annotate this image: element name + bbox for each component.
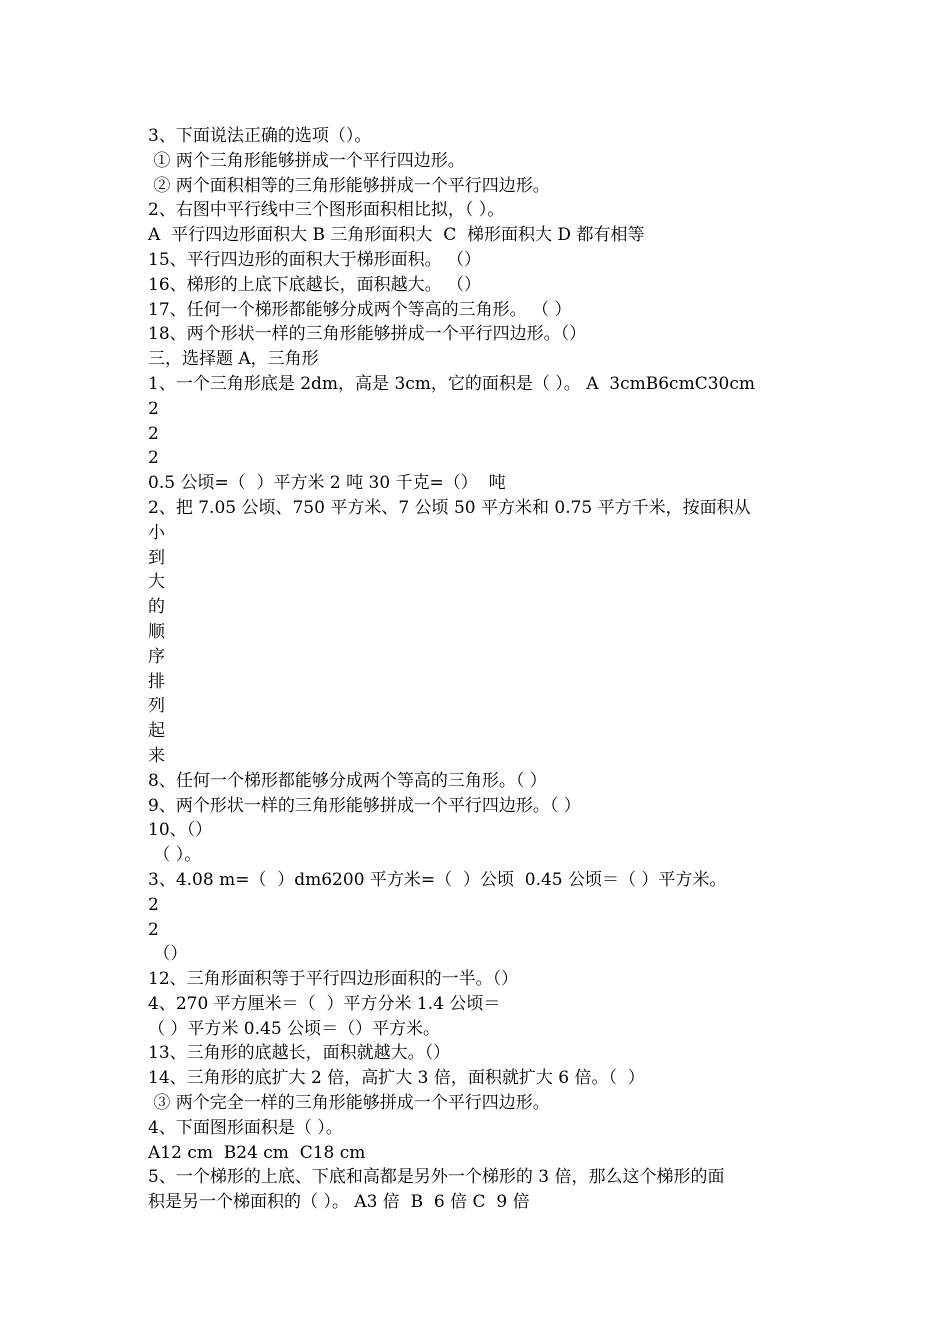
text-line: 大 — [148, 572, 165, 593]
text-line: A 平行四边形面积大 B 三角形面积大 C 梯形面积大 D 都有相等 — [148, 225, 645, 246]
text-line: （ ）平方米 0.45 公顷＝（）平方米。 — [148, 1018, 441, 1039]
text-line: 2 — [148, 423, 159, 444]
text-line: 三，选择题 A，三角形 — [148, 349, 319, 370]
text-line: 5、一个梯形的上底、下底和高都是另外一个梯形的 3 倍，那么这个梯形的面 — [148, 1167, 725, 1188]
text-line: ① 两个三角形能够拼成一个平行四边形。 — [148, 150, 465, 171]
text-line: 的 — [148, 597, 165, 618]
text-line: 4、下面图形面积是（ ）。 — [148, 1117, 343, 1138]
text-line: 顺 — [148, 621, 165, 642]
text-line: 2、把 7.05 公顷、750 平方米、7 公顷 50 平方米和 0.75 平方千米，按面积从 — [148, 497, 751, 518]
text-line: 9、两个形状一样的三角形能够拼成一个平行四边形。（ ） — [148, 795, 581, 816]
text-line: 2 — [148, 448, 159, 469]
text-line: 10、（） — [148, 820, 213, 841]
text-line: 积是另一个梯面积的（ ）。 A3 倍 B 6 倍 C 9 倍 — [148, 1192, 530, 1213]
text-line: 2 — [148, 919, 159, 940]
text-line: 1、一个三角形底是 2dm，高是 3cm，它的面积是（ ）。 A 3cmB6cmC30cm — [148, 373, 755, 394]
text-line: 来 — [148, 745, 165, 766]
text-line: A12 cm B24 cm C18 cm — [148, 1142, 366, 1163]
text-line: 2 — [148, 894, 159, 915]
document-body — [148, 124, 808, 1215]
text-line: ③ 两个完全一样的三角形能够拼成一个平行四边形。 — [148, 1093, 550, 1114]
text-line: 18、两个形状一样的三角形能够拼成一个平行四边形。（） — [148, 324, 587, 345]
text-line: ② 两个面积相等的三角形能够拼成一个平行四边形。 — [148, 175, 550, 196]
text-line: （） — [148, 944, 188, 965]
text-line: 2、右图中平行线中三个图形面积相比拟，（ ）。 — [148, 200, 505, 221]
text-line: 12、三角形面积等于平行四边形面积的一半。（） — [148, 969, 519, 990]
text-line: 到 — [148, 547, 165, 568]
text-line: 14、三角形的底扩大 2 倍，高扩大 3 倍，面积就扩大 6 倍。（ ） — [148, 1068, 645, 1089]
text-line: 2 — [148, 398, 159, 419]
text-line: 15、平行四边形的面积大于梯形面积。 （） — [148, 249, 482, 270]
text-line: 17、任何一个梯形都能够分成两个等高的三角形。 （ ） — [148, 299, 572, 320]
text-line: （ ）。 — [148, 845, 202, 866]
text-line: 列 — [148, 696, 165, 717]
text-line: 小 — [148, 522, 165, 543]
text-line: 13、三角形的底越长，面积就越大。（） — [148, 1043, 451, 1064]
text-line: 3、下面说法正确的选项（）。 — [148, 126, 372, 146]
text-line: 16、梯形的上底下底越长，面积越大。 （） — [148, 274, 482, 295]
text-line: 4、270 平方厘米＝（ ）平方分米 1.4 公顷＝ — [148, 993, 501, 1014]
text-line: 序 — [148, 646, 165, 667]
text-line: 排 — [148, 671, 165, 692]
text-line: 起 — [148, 721, 165, 742]
text-line: 3、4.08 m=（ ）dm6200 平方米=（ ）公顷 0.45 公顷＝（ ）平方米。 — [148, 869, 727, 890]
text-line: 8、任何一个梯形都能够分成两个等高的三角形。（ ） — [148, 770, 547, 791]
text-line: 0.5 公顷=（ ）平方米 2 吨 30 千克=（） 吨 — [148, 473, 506, 494]
